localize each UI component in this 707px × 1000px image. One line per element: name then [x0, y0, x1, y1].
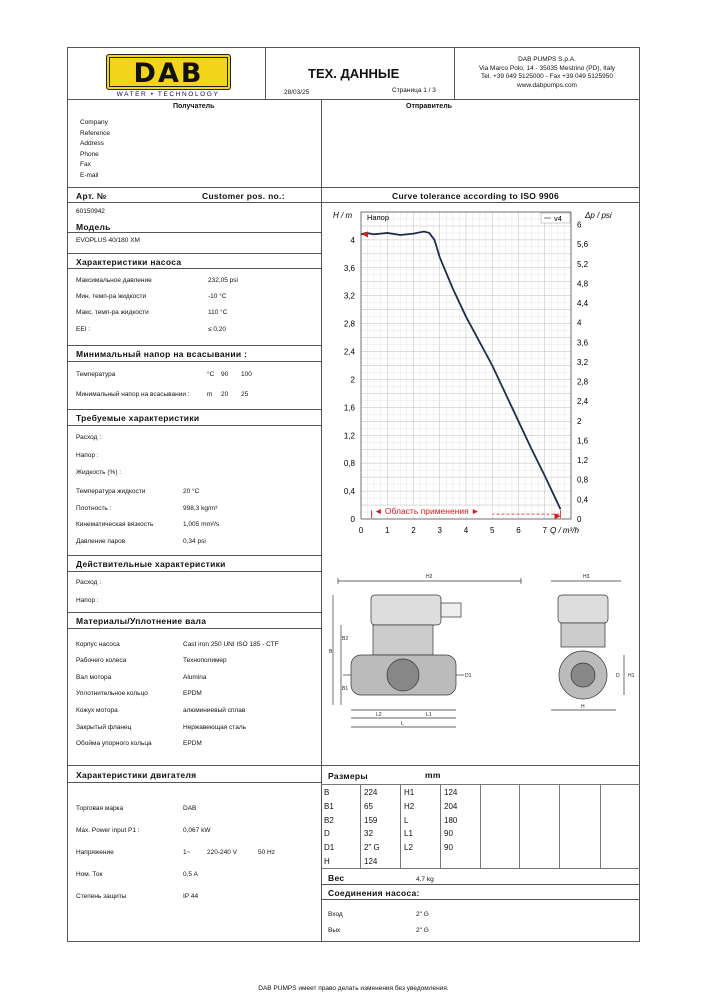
- pump-char-value-2: 110 °C: [208, 309, 228, 316]
- material-label-6: Обойма упорного кольца: [76, 740, 152, 747]
- motor-label-0: Торговая марка: [76, 805, 124, 812]
- pump-char-value-3: ≤ 0,20: [208, 326, 227, 333]
- suction-v1-0: 90: [221, 371, 229, 378]
- series-label: Напор: [367, 213, 389, 222]
- motor-value-3: 0,5 A: [183, 871, 198, 878]
- dimensions-title: Размеры: [328, 771, 368, 781]
- y-tick-left-label: 0,4: [343, 487, 355, 497]
- x-tick-label: 6: [516, 526, 521, 535]
- required-title: Требуемые характеристики: [76, 413, 200, 423]
- pump-char-value-0: 232,05 psi: [208, 277, 238, 284]
- y-tick-right-label: 4,4: [577, 299, 589, 309]
- chart-title: Curve tolerance according to ISO 9906: [392, 191, 559, 201]
- motor-title: Характеристики двигателя: [76, 770, 197, 780]
- suction-v1-1: 20: [221, 391, 229, 398]
- sender-label: Отправитель: [406, 103, 452, 110]
- required-label-5: Кинематическая вязкость: [76, 521, 154, 528]
- motor-value-4: IP 44: [183, 893, 199, 900]
- y-tick-left-label: 4: [350, 235, 355, 245]
- inlet-label: Вход: [328, 911, 343, 918]
- material-label-1: Рабочего колеса: [76, 657, 127, 664]
- y-tick-right-label: 2: [577, 416, 582, 426]
- y-tick-left-label: 1,2: [343, 431, 355, 441]
- y-tick-right-label: 5,6: [577, 240, 589, 250]
- y-tick-right-label: 1,2: [577, 456, 589, 466]
- pump-characteristics-title: Характеристики насоса: [76, 257, 182, 267]
- document-title: ТЕХ. ДАННЫЕ: [308, 66, 400, 81]
- curve-start-marker: [362, 231, 368, 237]
- page-number: Страница 1 / 3: [392, 87, 436, 94]
- motor-label-2: Напряжение: [76, 849, 114, 856]
- material-label-5: Закрытый фланец: [76, 724, 132, 731]
- motor-value-0: DAB: [183, 805, 197, 812]
- model-value: EVOPLUS 40/180 XM: [76, 237, 140, 244]
- customer-pos-label: Customer pos. no.:: [202, 191, 285, 201]
- material-value-0: Cast iron 250 UNI ISO 185 - CTF: [183, 641, 279, 648]
- weight-value: 4,7 kg: [416, 876, 434, 883]
- pump-char-value-1: -10 °C: [208, 293, 227, 300]
- dim-values-right: 124 204 180 90 90: [444, 788, 458, 853]
- y-tick-left-label: 0: [350, 515, 355, 524]
- legend-entry: v4: [554, 214, 562, 223]
- drawing-label-l2: L2: [376, 712, 382, 718]
- x-tick-label: 5: [490, 526, 495, 535]
- motor-extra-2: 50 Hz: [258, 849, 275, 856]
- y-tick-right-label: 0,8: [577, 475, 589, 485]
- actual-title: Действительные характеристики: [76, 559, 226, 569]
- y-tick-right-label: 2,8: [577, 377, 589, 387]
- required-label-0: Расход :: [76, 434, 102, 441]
- required-value-4: 998,3 kg/m³: [183, 505, 218, 512]
- head-curve: [361, 232, 561, 510]
- x-tick-label: 4: [463, 526, 469, 535]
- weight-label: Вес: [328, 873, 345, 883]
- pump-char-label-3: EEI :: [76, 326, 91, 333]
- x-axis-label: Q / m³/h: [550, 526, 579, 535]
- model-label: Модель: [76, 222, 111, 232]
- dim-keys-left: B B1 B2 D D1 H: [324, 788, 335, 866]
- material-value-1: Технополимер: [183, 657, 227, 664]
- dab-logo: DAB: [106, 54, 231, 90]
- y-tick-left-label: 2: [350, 375, 355, 385]
- dimensions-unit: mm: [425, 770, 441, 780]
- y-axis-label-left: H / m: [333, 211, 353, 220]
- x-tick-label: 1: [385, 526, 390, 535]
- material-value-4: алюминиевый сплав: [183, 707, 246, 714]
- material-label-0: Корпус насоса: [76, 641, 120, 648]
- required-label-6: Давление паров: [76, 538, 126, 545]
- suction-unit-0: °C: [207, 371, 215, 378]
- motor-value-1: 0,067 kW: [183, 827, 211, 834]
- y-tick-right-label: 5,2: [577, 259, 589, 269]
- x-tick-label: 3: [437, 526, 442, 535]
- drawing-label-b2: B2: [342, 636, 349, 642]
- y-tick-left-label: 1,6: [343, 403, 355, 413]
- y-tick-right-label: 3,2: [577, 357, 589, 367]
- y-tick-right-label: 0: [577, 515, 582, 524]
- y-tick-right-label: 0,4: [577, 495, 589, 505]
- drawing-label-h2: H2: [426, 574, 433, 580]
- pump-dimension-drawing: [321, 565, 640, 760]
- x-tick-label: 2: [411, 526, 416, 535]
- y-tick-left-label: 0,8: [343, 459, 355, 469]
- required-value-6: 0,34 psi: [183, 538, 206, 545]
- inlet-value: 2" G: [416, 911, 429, 918]
- tagline: WATER • TECHNOLOGY: [116, 91, 220, 98]
- connections-title: Соединения насоса:: [328, 888, 420, 898]
- dim-values-left: 224 65 159 32 2" G 124: [364, 788, 380, 866]
- drawing-label-l: L: [401, 721, 404, 727]
- motor-value2-2: 220-240 V: [207, 849, 237, 856]
- document-date: 28/03/25: [284, 89, 310, 96]
- suction-v2-1: 25: [241, 391, 249, 398]
- drawing-label-d: D: [616, 673, 620, 679]
- application-range-label: ◄ Область применения ►: [374, 506, 480, 517]
- y-tick-right-label: 1,6: [577, 436, 589, 446]
- drawing-label-h: H: [581, 704, 585, 710]
- outlet-value: 2" G: [416, 927, 429, 934]
- y-axis-label-right: Δp / psi: [585, 211, 612, 220]
- y-tick-right-label: 4,8: [577, 279, 589, 289]
- material-label-2: Вал мотора: [76, 674, 112, 681]
- materials-title: Материалы/Уплотнение вала: [76, 616, 207, 626]
- required-label-3: Температура жидкости: [76, 488, 146, 495]
- required-label-1: Напор :: [76, 452, 99, 459]
- required-value-5: 1,005 mm²/s: [183, 521, 220, 528]
- drawing-label-b1: B1: [342, 686, 349, 692]
- art-number: 60150942: [76, 208, 105, 215]
- y-tick-right-label: 3,6: [577, 338, 589, 348]
- pump-char-label-1: Мин. темп-ра жидкости: [76, 293, 147, 300]
- company-address: DAB PUMPS S.p.A. Via Marco Polo, 14 - 35035 Mestrino (PD), Italy Tel. +39 049 5125000 - Fax +39 049 5125950 www.dabpumps.com: [478, 56, 616, 89]
- suction-unit-1: m: [207, 391, 213, 398]
- suction-head-title: Минимальный напор на всасывании :: [76, 349, 248, 359]
- y-tick-right-label: 4: [577, 318, 582, 328]
- x-tick-label: 7: [542, 526, 547, 535]
- required-label-2: Жидкость (%) :: [76, 469, 122, 476]
- suction-label-1: Минимальный напор на всасывании :: [76, 391, 190, 398]
- material-value-5: Нержавеющая сталь: [183, 724, 246, 731]
- y-tick-left-label: 2,4: [343, 347, 355, 357]
- y-tick-left-label: 3,6: [343, 263, 355, 273]
- motor-value-2: 1~: [183, 849, 191, 856]
- footer-note: DAB PUMPS имеет право делать изменения без уведомления.: [258, 985, 449, 992]
- drawing-label-h3: H3: [583, 574, 590, 580]
- pump-char-label-0: Максимальное давление: [76, 277, 152, 284]
- drawing-label-l1: L1: [426, 712, 432, 718]
- suction-label-0: Температура: [76, 371, 116, 378]
- material-value-6: EPDM: [183, 740, 202, 747]
- motor-label-4: Степень защиты: [76, 893, 127, 900]
- motor-label-1: Max. Power input P1 :: [76, 827, 140, 834]
- y-tick-left-label: 2,8: [343, 319, 355, 329]
- required-value-3: 20 °C: [183, 488, 200, 495]
- recipient-label: Получатель: [173, 103, 215, 110]
- pump-char-label-2: Макс. темп-ра жидкости: [76, 309, 149, 316]
- x-tick-label: 0: [358, 526, 364, 535]
- actual-label-0: Расход :: [76, 579, 102, 586]
- drawing-label-b: B: [329, 649, 333, 655]
- required-label-4: Плотность :: [76, 505, 112, 512]
- drawing-label-h1: H1: [628, 673, 635, 679]
- y-tick-right-label: 6: [577, 220, 582, 230]
- suction-v2-0: 100: [241, 371, 252, 378]
- drawing-label-d1: D1: [465, 673, 472, 679]
- material-value-3: EPDM: [183, 690, 202, 697]
- y-tick-left-label: 3,2: [343, 291, 355, 301]
- y-tick-right-label: 2,4: [577, 397, 589, 407]
- performance-chart: [321, 202, 640, 547]
- dim-keys-right: H1 H2 L L1 L2: [404, 788, 415, 853]
- contact-fields: Company Reference Address Phone Fax E-mail: [80, 119, 110, 179]
- outlet-label: Вых: [328, 927, 341, 934]
- material-value-2: Alumina: [183, 674, 207, 681]
- material-label-3: Уплотнительное кольцо: [76, 690, 148, 697]
- art-label: Арт. №: [76, 191, 107, 201]
- material-label-4: Кожух мотора: [76, 707, 118, 714]
- actual-label-1: Напор :: [76, 597, 99, 604]
- motor-label-3: Ном. Ток: [76, 871, 103, 878]
